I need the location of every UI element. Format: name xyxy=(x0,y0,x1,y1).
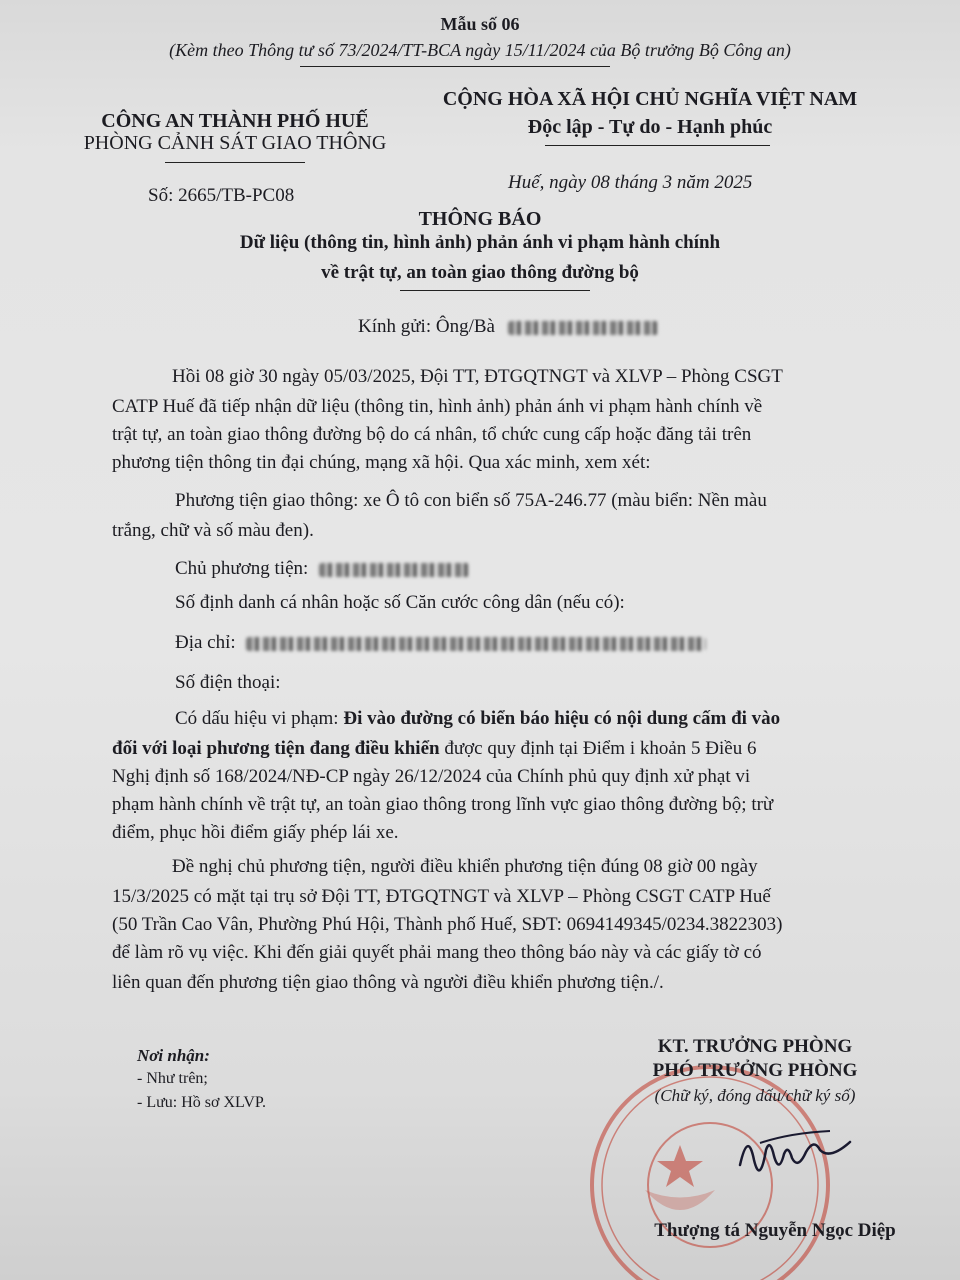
violation-bold-2: đối với loại phương tiện đang điều khiển xyxy=(112,738,440,759)
owner-label: Chủ phương tiện: xyxy=(175,558,309,579)
document-number: Số: 2665/TB-PC08 xyxy=(148,185,295,206)
violation-line-5: điểm, phục hồi điểm giấy phép lái xe. xyxy=(112,822,399,843)
vehicle-line-1: Phương tiện giao thông: xe Ô tô con biển số 75A-246.77 (màu biển: Nền màu xyxy=(175,490,767,511)
request-line-3: (50 Trần Cao Vân, Phường Phú Hội, Thành phố Huế, SĐT: 0694149345/0234.3822303) xyxy=(112,914,783,935)
sign-title-1: KT. TRƯỞNG PHÒNG xyxy=(657,1036,853,1057)
subtitle-underline xyxy=(400,290,590,291)
request-line-5: liên quan đến phương tiện giao thông và người điều khiển phương tiện./. xyxy=(112,972,664,993)
redacted-address xyxy=(246,637,706,651)
p1-line-1: Hồi 08 giờ 30 ngày 05/03/2025, Đội TT, ĐTGQTNGT và XLVP – Phòng CSGT xyxy=(172,366,783,387)
violation-line-2 xyxy=(112,738,756,760)
issuer-agency: CÔNG AN THÀNH PHỐ HUẾ xyxy=(101,110,369,132)
p1-line-2: CATP Huế đã tiếp nhận dữ liệu (thông tin, hình ảnh) phản ánh vi phạm hành chính về xyxy=(112,396,763,417)
form-number: Mẫu số 06 xyxy=(440,14,520,34)
receiver-2: - Lưu: Hồ sơ XLVP. xyxy=(137,1094,266,1111)
redacted-recipient xyxy=(508,321,658,335)
handwritten-signature xyxy=(730,1125,860,1195)
national-motto: Độc lập - Tự do - Hạnh phúc xyxy=(527,116,773,138)
recipient-line xyxy=(358,316,658,338)
owner-line xyxy=(175,558,469,580)
violation-line-4: phạm hành chính về trật tự, an toàn giao thông trong lĩnh vực giao thông đường bộ; trừ xyxy=(112,794,774,815)
request-line-4: để làm rõ vụ việc. Khi đến giải quyết phải mang theo thông báo này và các giấy tờ có xyxy=(112,942,762,963)
receiver-1: - Như trên; xyxy=(137,1070,208,1087)
issuer-department: PHÒNG CẢNH SÁT GIAO THÔNG xyxy=(83,132,387,154)
request-line-1: Đề nghị chủ phương tiện, người điều khiển phương tiện đúng 08 giờ 00 ngày xyxy=(172,856,758,877)
violation-line-3: Nghị định số 168/2024/NĐ-CP ngày 26/12/2024 của Chính phủ quy định xử phạt vi xyxy=(112,766,751,787)
receivers-label: Nơi nhận: xyxy=(137,1046,210,1065)
motto-underline xyxy=(545,145,770,146)
redacted-owner xyxy=(319,563,469,577)
sign-note: (Chữ ký, đóng dấu/chữ ký số) xyxy=(654,1086,856,1105)
issuer-underline xyxy=(165,162,305,163)
address-label: Địa chỉ: xyxy=(175,632,236,653)
address-line xyxy=(175,632,706,654)
doc-title: THÔNG BÁO xyxy=(418,208,542,230)
phone-line: Số điện thoại: xyxy=(175,672,281,693)
reference-underline xyxy=(300,66,610,67)
violation-bold-1: Đi vào đường có biển báo hiệu có nội dung cấm đi vào xyxy=(343,708,781,729)
doc-subtitle-1: Dữ liệu (thông tin, hình ảnh) phản ánh vi phạm hành chính xyxy=(239,232,721,253)
form-reference: (Kèm theo Thông tư số 73/2024/TT-BCA ngày 15/11/2024 của Bộ trưởng Bộ Công an) xyxy=(169,40,791,60)
recipient-label: Kính gửi: Ông/Bà xyxy=(358,316,495,337)
national-name: CỘNG HÒA XÃ HỘI CHỦ NGHĨA VIỆT NAM xyxy=(442,88,858,110)
request-line-2: 15/3/2025 có mặt tại trụ sở Đội TT, ĐTGQTNGT và XLVP – Phòng CSGT CATP Huế xyxy=(112,886,771,907)
violation-prefix: Có dấu hiệu vi phạm: xyxy=(175,708,344,729)
id-line: Số định danh cá nhân hoặc số Căn cước công dân (nếu có): xyxy=(175,592,625,613)
signer-name: Thượng tá Nguyễn Ngọc Diệp xyxy=(654,1220,896,1241)
violation-line-1 xyxy=(175,708,780,730)
doc-subtitle-2: về trật tự, an toàn giao thông đường bộ xyxy=(321,262,639,283)
violation-rest-2: được quy định tại Điểm i khoản 5 Điều 6 xyxy=(439,738,757,759)
sign-title-2: PHÓ TRƯỞNG PHÒNG xyxy=(652,1060,858,1081)
p1-line-4: phương tiện thông tin đại chúng, mạng xã hội. Qua xác minh, xem xét: xyxy=(112,452,651,473)
vehicle-line-2: trắng, chữ và số màu đen). xyxy=(112,520,314,541)
place-date: Huế, ngày 08 tháng 3 năm 2025 xyxy=(508,172,753,193)
p1-line-3: trật tự, an toàn giao thông đường bộ do cá nhân, tổ chức cung cấp hoặc đăng tải trên xyxy=(112,424,752,445)
